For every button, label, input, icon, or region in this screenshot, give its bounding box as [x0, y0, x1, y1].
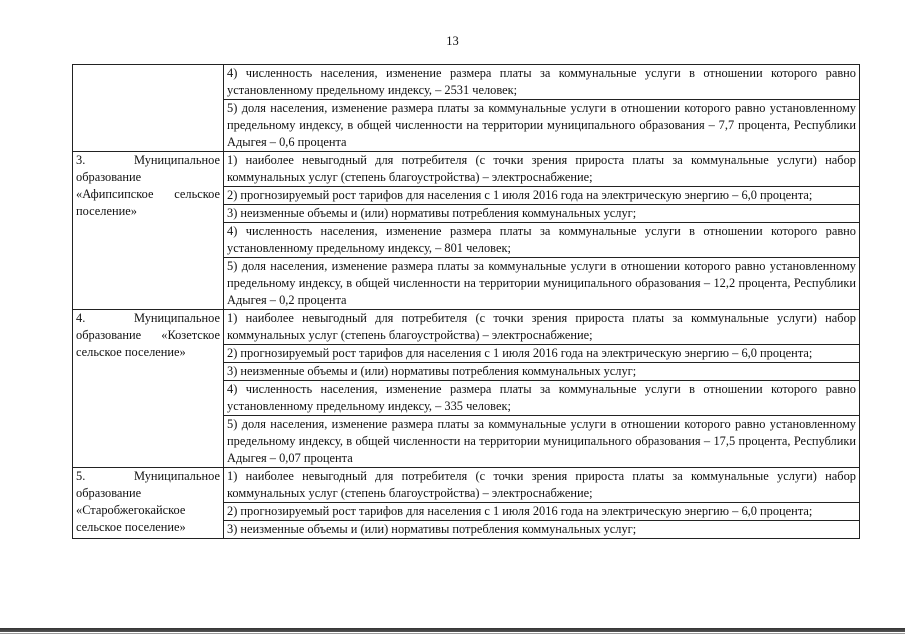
indicator-item: 2) прогнозируемый рост тарифов для населения с 1 июля 2016 года на электрическую энергию – 6,0 процента; [224, 186, 859, 204]
table-row [73, 65, 860, 152]
indicator-item: 4) численность населения, изменение размера платы за коммунальные услуги в отношении которого равно установленному предельному индексу, – 2531 человек; [227, 66, 856, 97]
indicator-item: 1) наиболее невыгодный для потребителя (с точки зрения прироста платы за коммунальные услуги) набор коммунальных услуг (степень благоустройства) – электроснабжение; [227, 469, 856, 500]
municipality-name-cell: 3. Муниципальное образование «Афипсипское сельское поселение» [73, 152, 224, 310]
indicator-item: 5) доля населения, изменение размера платы за коммунальные услуги в отношении которого равно установленному предельному индексу, в общей численности на территории муниципального образования – 12,2 процента, Республики Адыгея – 0,2 процента [224, 257, 859, 309]
indicators-cell [224, 468, 860, 539]
indicator-item: 4) численность населения, изменение размера платы за коммунальные услуги в отношении которого равно установленному предельному индексу, – 801 человек; [224, 222, 859, 257]
indicators-cell [224, 65, 860, 152]
page-number: 13 [446, 34, 459, 48]
municipality-name-cell: 4. Муниципальное образование «Козетское сельское поселение» [73, 310, 224, 468]
table-body [73, 65, 860, 539]
scan-bottom-edge-line [0, 633, 905, 634]
indicators-cell [224, 310, 860, 468]
table-row [73, 310, 860, 468]
indicator-item: 2) прогнозируемый рост тарифов для населения с 1 июля 2016 года на электрическую энергию – 6,0 процента; [224, 344, 859, 362]
indicator-item: 5) доля населения, изменение размера платы за коммунальные услуги в отношении которого равно установленному предельному индексу, в общей численности на территории муниципального образования – 17,5 процента, Республики Адыгея – 0,07 процента [224, 415, 859, 467]
indicator-item: 1) наиболее невыгодный для потребителя (с точки зрения прироста платы за коммунальные услуги) набор коммунальных услуг (степень благоустройства) – электроснабжение; [227, 311, 856, 342]
table-row [73, 152, 860, 310]
indicator-item: 3) неизменные объемы и (или) нормативы потребления коммунальных услуг; [224, 520, 859, 538]
indicator-item: 3) неизменные объемы и (или) нормативы потребления коммунальных услуг; [224, 204, 859, 222]
municipality-name-cell [73, 65, 224, 152]
indicator-item: 4) численность населения, изменение размера платы за коммунальные услуги в отношении которого равно установленному предельному индексу, – 335 человек; [224, 380, 859, 415]
indicator-item: 3) неизменные объемы и (или) нормативы потребления коммунальных услуг; [224, 362, 859, 380]
indicator-item: 5) доля населения, изменение размера платы за коммунальные услуги в отношении которого равно установленному предельному индексу, в общей численности на территории муниципального образования – 7,7 процента, Республики Адыгея – 0,6 процента [224, 99, 859, 151]
table-row [73, 468, 860, 539]
indicator-item: 2) прогнозируемый рост тарифов для населения с 1 июля 2016 года на электрическую энергию – 6,0 процента; [224, 502, 859, 520]
indicators-cell [224, 152, 860, 310]
municipality-name-cell: 5. Муниципальное образование «Старобжегокайское сельское поселение» [73, 468, 224, 539]
indicator-item: 1) наиболее невыгодный для потребителя (с точки зрения прироста платы за коммунальные услуги) набор коммунальных услуг (степень благоустройства) – электроснабжение; [227, 153, 856, 184]
municipal-tariff-table [72, 64, 860, 539]
scan-bottom-edge [0, 628, 905, 632]
